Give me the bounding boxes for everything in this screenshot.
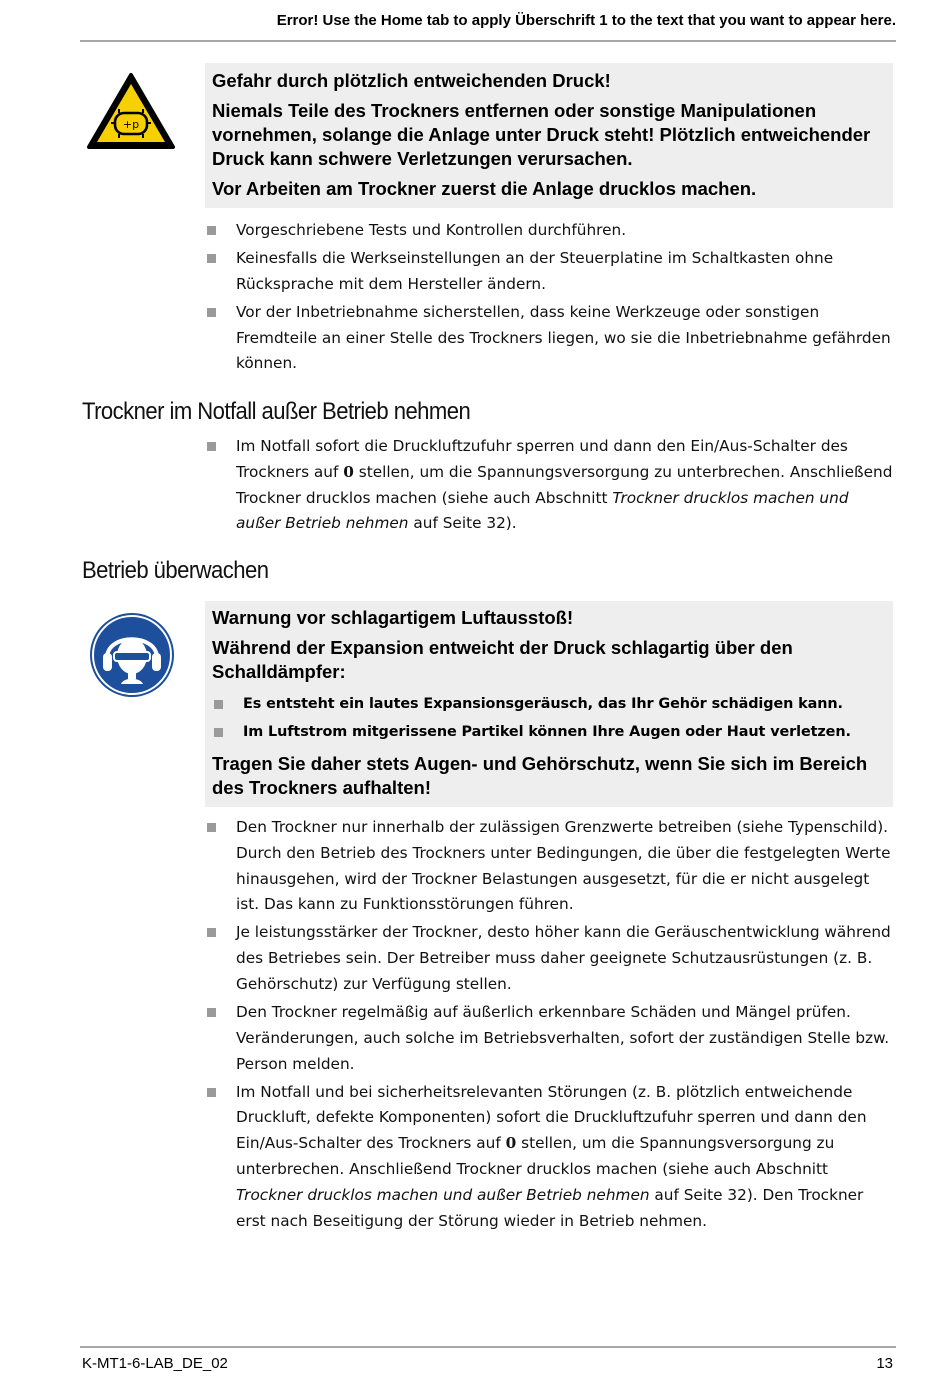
list-item: Den Trockner regelmäßig auf äußerlich erkennbare Schäden und Mängel prüfen. Veränderungen, auch solche im Betriebsverhalten, sofort der zuständigen Stelle bzw. Person melden. [205,1000,895,1077]
cross-reference: Trockner drucklos machen und außer Betrieb nehmen [236,1185,650,1204]
air-warning-box [205,601,893,807]
bullet-square-icon [207,254,216,263]
list-item: Es entsteht ein lautes Expansionsgeräusch, das Ihr Gehör schädigen kann. [212,690,885,718]
bullet-square-icon [207,928,216,937]
pressure-warning-text: Niemals Teile des Trockners entfernen oder sonstige Manipulationen vornehmen, solange die Anlage unter Druck steht! Plötzlich entweichender Druck kann schwere Verletzungen verursachen. [212,100,871,169]
bullet-square-icon [214,700,223,709]
bullet-square-icon [207,1008,216,1017]
document-id: K-MT1-6-LAB_DE_02 [82,1355,228,1372]
list-item: Im Notfall sofort die Druckluftzufuhr sperren und dann den Ein/Aus-Schalter des Trockners auf 0 stellen, um die Spannungsversorgung zu unterbrechen. Anschließend Trockner drucklos machen (siehe auch Abschnitt Trockner drucklos machen und außer Betrieb nehmen auf Seite 32). [205,434,895,537]
air-warning-list [212,690,885,746]
list-item: Keinesfalls die Werkseinstellungen an der Steuerplatine im Schaltkasten ohne Rücksprache mit dem Hersteller ändern. [205,246,895,298]
list-item: Vorgeschriebene Tests und Kontrollen durchführen. [205,218,895,244]
pressure-warning-box [205,63,893,208]
safety-checklist [205,218,895,379]
pressure-warning-title: Gefahr durch plötzlich entweichenden Druck! [212,70,611,91]
page-number: 13 [876,1355,893,1372]
pressure-warning-action: Vor Arbeiten am Trockner zuerst die Anlage drucklos machen. [212,178,757,199]
bullet-square-icon [207,226,216,235]
air-warning-title: Warnung vor schlagartigem Luftausstoß! [212,607,574,628]
section-heading-emergency: Trockner im Notfall außer Betrieb nehmen [82,398,471,425]
svg-text:+p: +p [122,118,140,131]
header-divider [80,40,896,42]
operation-list [205,815,895,1237]
list-item: Vor der Inbetriebnahme sicherstellen, dass keine Werkzeuge oder sonstigen Fremdteile an einer Stelle des Trockners liegen, wo sie die Inbetriebnahme gefährden können. [205,300,895,377]
air-warning-action: Tragen Sie daher stets Augen- und Gehörschutz, wenn Sie sich im Bereich des Trockners aufhalten! [212,753,868,798]
bullet-square-icon [207,823,216,832]
air-warning-text: Während der Expansion entweicht der Druck schlagartig über den Schalldämpfer: [212,637,793,682]
emergency-list [205,434,895,539]
bullet-square-icon [207,1088,216,1097]
section-heading-monitor: Betrieb überwachen [82,557,269,584]
list-item: Je leistungsstärker der Trockner, desto höher kann die Geräuschentwicklung während des Betriebes sein. Der Betreiber muss daher geeignete Schutzausrüstungen (z. B. Gehörschutz) zur Verfügung stellen. [205,920,895,997]
bullet-square-icon [214,728,223,737]
running-header: Error! Use the Home tab to apply Überschrift 1 to the text that you want to appear here. [276,12,896,29]
pressure-warning-icon [86,71,176,151]
footer-divider [80,1346,896,1348]
bullet-square-icon [207,308,216,317]
list-item: Im Luftstrom mitgerissene Partikel können Ihre Augen oder Haut verletzen. [212,718,885,746]
cross-reference: Trockner drucklos machen und außer Betrieb nehmen [236,488,849,533]
bullet-square-icon [207,442,216,451]
ear-eye-protection-icon [88,611,176,699]
list-item: Den Trockner nur innerhalb der zulässigen Grenzwerte betreiben (siehe Typenschild). Durch den Betrieb des Trockners unter Bedingungen, die über die festgelegten Werte hinausgehen, wird der Trockner Belastungen ausgesetzt, für die er nicht ausgelegt ist. Das kann zu Funktionsstörungen führen. [205,815,895,918]
list-item: Im Notfall und bei sicherheitsrelevanten Störungen (z. B. plötzlich entweichende Druckluft, defekte Komponenten) sofort die Druckluftzufuhr sperren und dann den Ein/Aus-Schalter des Trockners auf 0 stellen, um die Spannungsversorgung zu unterbrechen. Anschließend Trockner drucklos machen (siehe auch Abschnitt Trockner drucklos machen und außer Betrieb nehmen auf Seite 32). Den Trockner erst nach Beseitigung der Störung wieder in Betrieb nehmen. [205,1080,895,1235]
